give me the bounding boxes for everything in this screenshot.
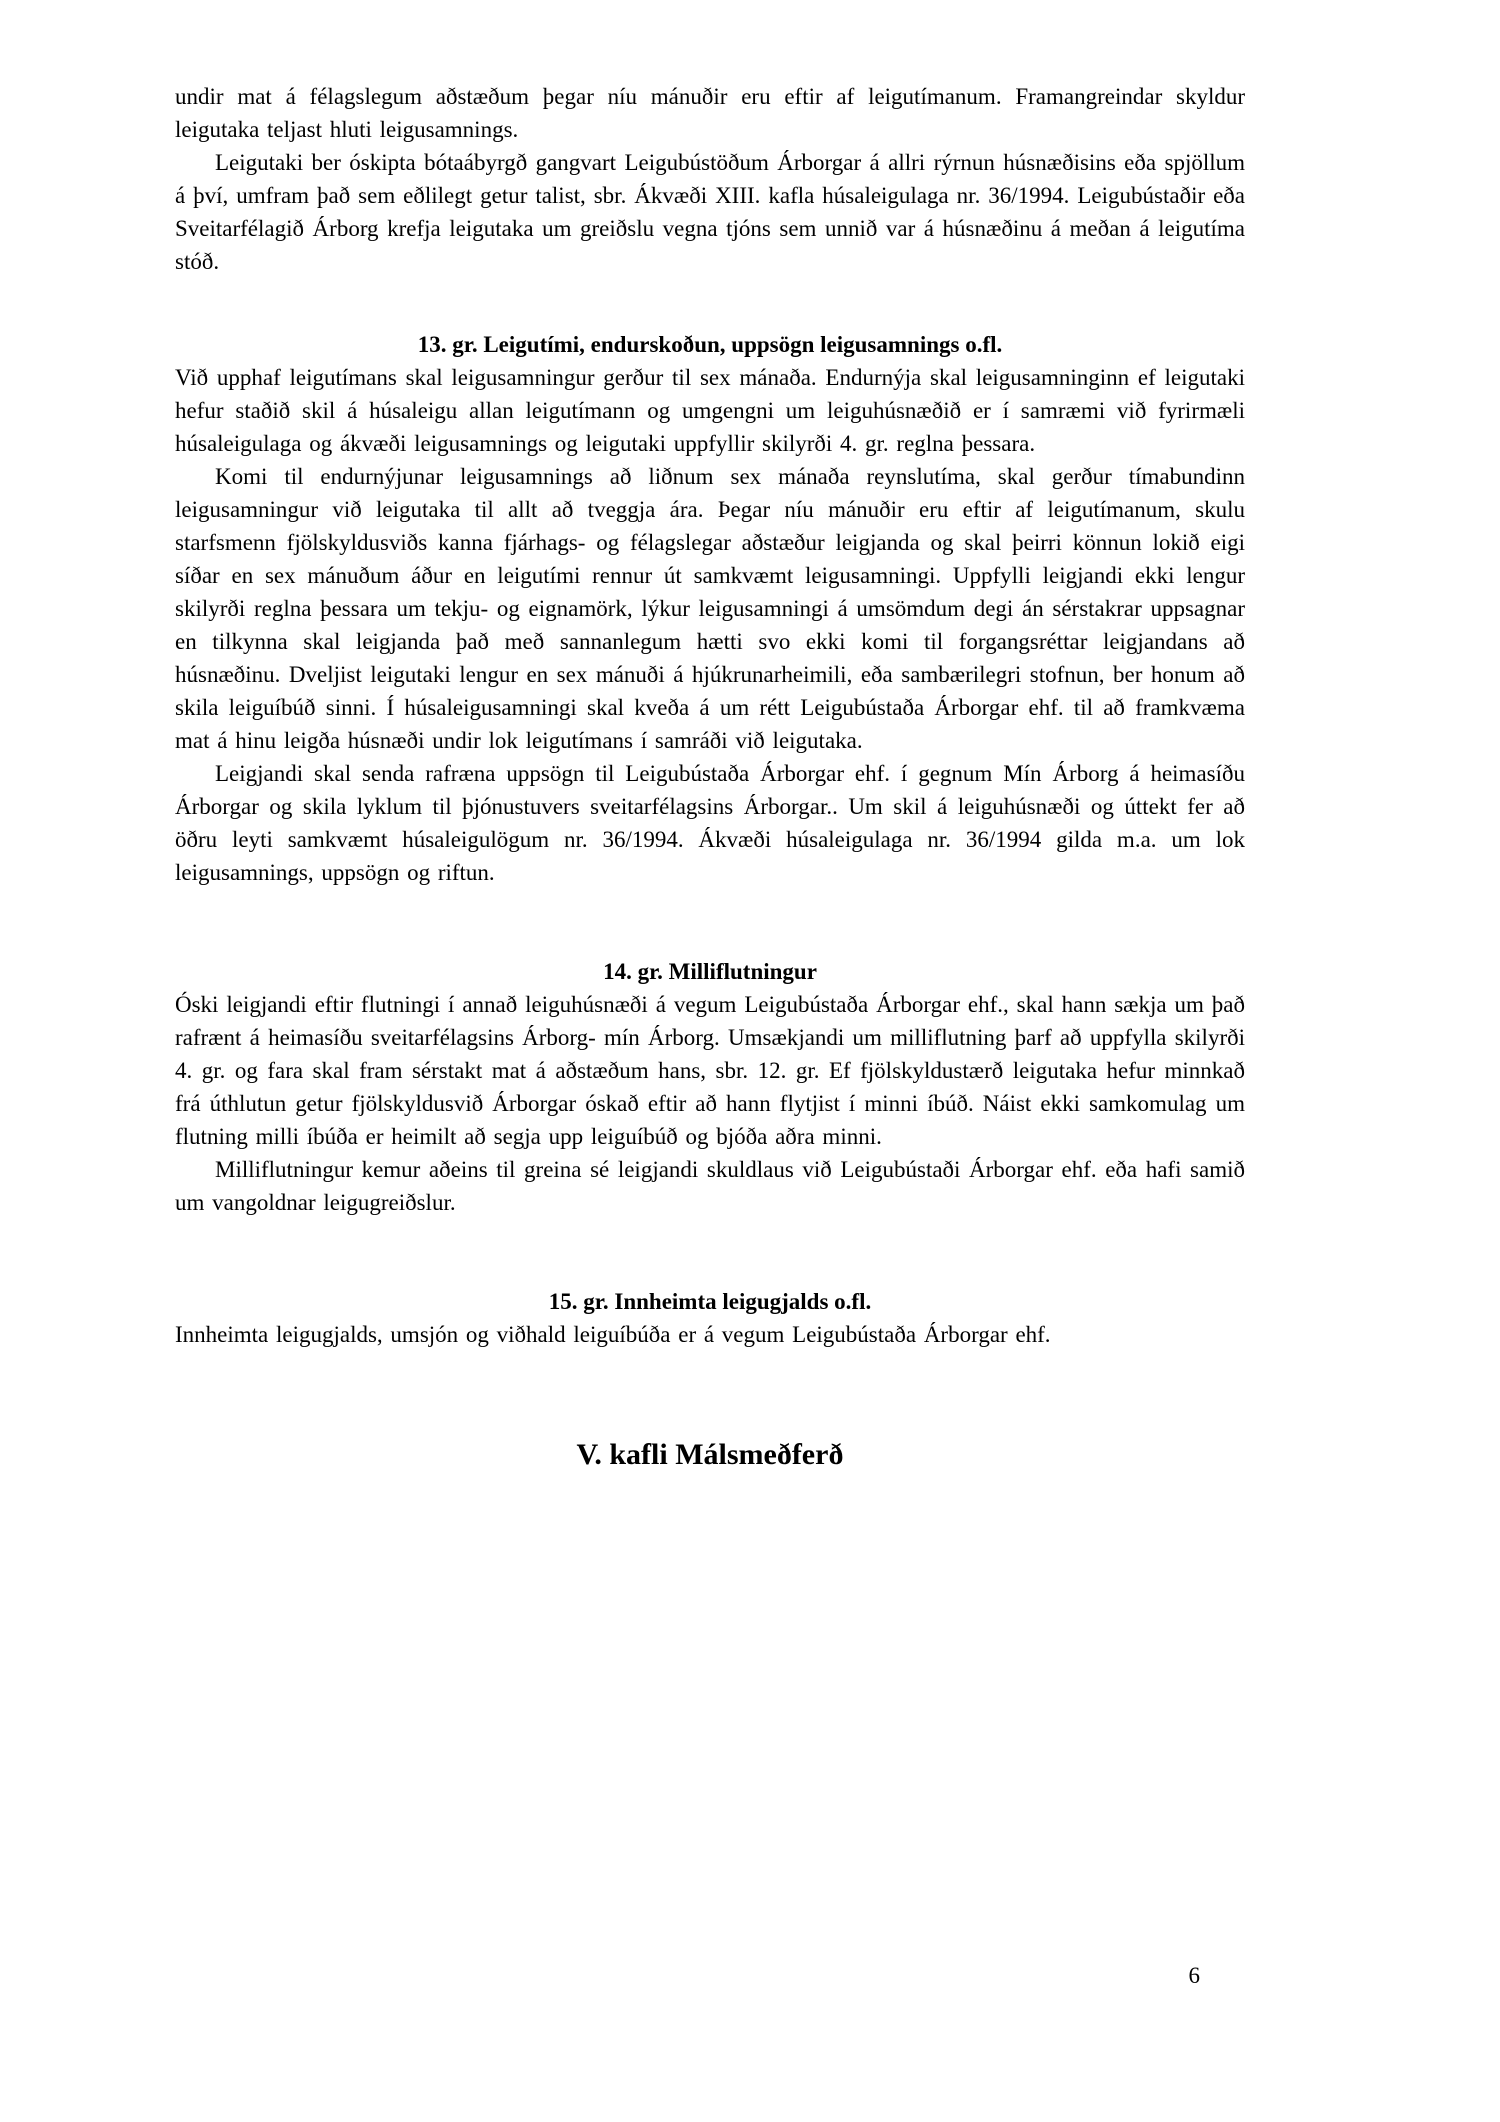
section-heading-13: 13. gr. Leigutími, endurskoðun, uppsögn leigusamnings o.fl.	[417, 332, 1003, 357]
paragraph-lease-term-1: Við upphaf leigutímans skal leigusamningur gerður til sex mánaða. Endurnýja skal leigusamninginn ef leigutaki hefur staðið skil á húsaleigu allan leigutímann og umgengni um leiguhúsnæðið er í samræmi við fyrirmæli húsaleigulaga og ákvæði leigusamnings og leigutaki uppfyllir skilyrði 4. gr. reglna þessara.	[175, 365, 1245, 456]
paragraph-transfer-2: Milliflutningur kemur aðeins til greina sé leigjandi skuldlaus við Leigubústaði Árborgar ehf. eða hafi samið um vangoldnar leigugreiðslur.	[175, 1157, 1245, 1215]
paragraph-lease-termination: Leigjandi skal senda rafræna uppsögn til Leigubústaða Árborgar ehf. í gegnum Mín Árborg á heimasíðu Árborgar og skila lyklum til þjónustuvers sveitarfélagsins Árborgar.. Um skil á leiguhúsnæði og úttekt fer að öðru leyti samkvæmt húsaleigulögum nr. 36/1994. Ákvæði húsaleigulaga nr. 36/1994 gilda m.a. um lok leigusamnings, uppsögn og riftun.	[175, 761, 1245, 885]
paragraph-continuation: undir mat á félagslegum aðstæðum þegar níu mánuðir eru eftir af leigutímanum. Framangreindar skyldur leigutaka teljast hluti leigusamnings.	[175, 84, 1245, 142]
section-heading-14: 14. gr. Milliflutningur	[603, 959, 817, 984]
paragraph-rent-collection: Innheimta leigugjalds, umsjón og viðhald leiguíbúða er á vegum Leigubústaða Árborgar ehf.	[175, 1322, 1051, 1347]
document-body	[175, 80, 1245, 1474]
paragraph-lease-term-2: Komi til endurnýjunar leigusamnings að liðnum sex mánaða reynslutíma, skal gerður tímabundinn leigusamningur við leigutaka til allt að tveggja ára. Þegar níu mánuðir eru eftir af leigutímanum, skulu starfsmenn fjölskyldusviðs kanna fjárhags- og félagslegar aðstæður leigjanda og skal þeirri könnun lokið eigi síðar en sex mánuðum áður en leigutími rennur út samkvæmt leigusamningi. Uppfylli leigjandi ekki lengur skilyrði reglna þessara um tekju- og eignamörk, lýkur leigusamningi á umsömdum degi án sérstakrar uppsagnar en tilkynna skal leigjanda það með sannanlegum hætti svo ekki komi til forgangsréttar leigjandans að húsnæðinu. Dveljist leigutaki lengur en sex mánuði á hjúkrunarheimili, eða sambærilegri stofnun, ber honum að skila leiguíbúð sinni. Í húsaleigusamningi skal kveða á um rétt Leigubústaða Árborgar ehf. til að framkvæma mat á hinu leigða húsnæði undir lok leigutímans í samráði við leigutaka.	[175, 464, 1245, 753]
paragraph-tenant-liability: Leigutaki ber óskipta bótaábyrgð gangvart Leigubústöðum Árborgar á allri rýrnun húsnæðisins eða spjöllum á því, umfram það sem eðlilegt getur talist, sbr. Ákvæði XIII. kafla húsaleigulaga nr. 36/1994. Leigubústaðir eða Sveitarfélagið Árborg krefja leigutaka um greiðslu vegna tjóns sem unnið var á húsnæðinu á meðan á leigutíma stóð.	[175, 150, 1245, 274]
chapter-heading-v: V. kafli Málsmeðferð	[576, 1438, 844, 1471]
section-heading-15: 15. gr. Innheimta leigugjalds o.fl.	[548, 1289, 872, 1314]
page-number: 6	[1188, 1963, 1200, 1988]
paragraph-transfer-1: Óski leigjandi eftir flutningi í annað leiguhúsnæði á vegum Leigubústaða Árborgar ehf., skal hann sækja um það rafrænt á heimasíðu sveitarfélagsins Árborg- mín Árborg. Umsækjandi um milliflutning þarf að uppfylla skilyrði 4. gr. og fara skal fram sérstakt mat á aðstæðum hans, sbr. 12. gr. Ef fjölskyldustærð leigutaka hefur minnkað frá úthlutun getur fjölskyldusvið Árborgar óskað eftir að hann flytjist í minni íbúð. Náist ekki samkomulag um flutning milli íbúða er heimilt að segja upp leiguíbúð og bjóða aðra minni.	[175, 992, 1245, 1149]
